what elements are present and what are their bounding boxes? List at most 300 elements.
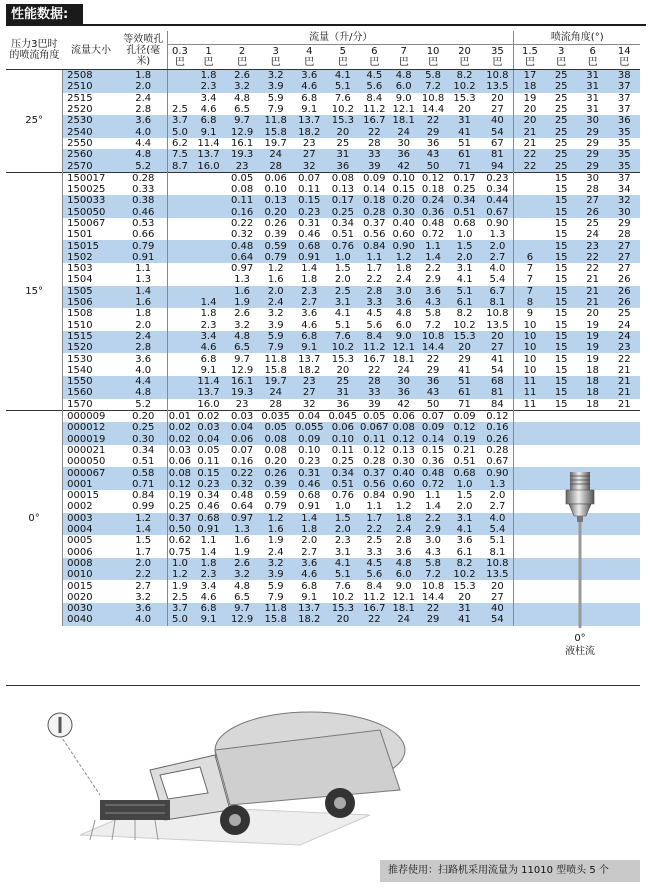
flow-value-cell (168, 274, 192, 285)
orifice-cell: 2.0 (119, 558, 167, 569)
flow-value-cell: 41 (448, 614, 482, 625)
flow-value-cell: 3.6 (301, 308, 318, 320)
flow-value-cell: 6.8 (292, 331, 326, 342)
flow-col-header: 0.3 巴 (168, 45, 192, 70)
angle-value-cell: 26 (608, 297, 640, 308)
flow-value-cell: 3.6 (292, 70, 326, 82)
angle-value-cell (608, 445, 640, 456)
angle-value-cell: 22 (577, 252, 608, 263)
flow-value-cell: 0.68 (192, 513, 226, 524)
flow-value-cell: 1.4 (200, 546, 217, 558)
angle-value-cell (608, 603, 640, 614)
flow-value-cell: 0.34 (331, 218, 354, 229)
flow-value-cell: 0.84 (360, 240, 389, 251)
angle-value-cell (514, 195, 545, 206)
flow-value-cell: 10.2 (448, 81, 482, 92)
flow-value-cell: 10.8 (486, 308, 509, 320)
flow-value-cell: 36 (418, 376, 447, 387)
angle-value-cell: 15 (545, 195, 576, 206)
flow-size-cell: 1501 (67, 229, 93, 241)
angle-value-cell (514, 546, 545, 557)
table-row (6, 229, 640, 240)
angle-value-cell: 21 (608, 376, 640, 387)
flow-value-cell: 0.19 (168, 490, 192, 502)
flow-value-cell: 7.9 (267, 591, 284, 603)
flow-value-cell: 28 (360, 376, 389, 387)
flow-value-cell: 6.8 (192, 115, 226, 126)
flow-value-cell: 18.1 (389, 603, 418, 614)
flow-value-cell: 0.76 (326, 240, 360, 251)
angle-value-cell: 15 (554, 263, 568, 275)
flow-value-cell: 4.6 (301, 319, 318, 331)
flow-size-cell: 0001 (63, 479, 120, 490)
orifice-cell: 1.5 (135, 535, 152, 547)
flow-value-cell: 1.6 (225, 286, 259, 297)
angle-value-cell (608, 479, 640, 490)
flow-value-cell: 0.48 (225, 240, 259, 251)
angle-value-cell: 28 (586, 184, 600, 196)
flow-col-header: 3 巴 (259, 45, 293, 70)
flow-size-cell: 0002 (67, 501, 93, 513)
flow-size-cell: 000012 (63, 422, 120, 433)
flow-value-cell: 16.1 (230, 137, 254, 149)
flow-value-cell: 0.24 (418, 195, 447, 206)
angle-value-cell: 36 (608, 115, 640, 126)
flow-value-cell: 0.37 (363, 218, 386, 229)
col-flow-group: 流量（升/分） (168, 31, 514, 45)
angle-value-cell: 15 (545, 207, 576, 218)
flow-value-cell: 18.2 (292, 614, 326, 625)
flow-value-cell: 0.10 (389, 172, 418, 184)
flow-value-cell: 2.4 (389, 524, 418, 535)
spray-angle-group-label: 25° (6, 70, 63, 173)
flow-value-cell: 0.09 (418, 422, 447, 433)
flow-value-cell: 5.9 (267, 92, 284, 104)
flow-value-cell: 6.5 (234, 104, 251, 116)
flow-value-cell: 1.0 (326, 252, 360, 263)
angle-value-cell (545, 410, 576, 422)
angle-value-cell: 37 (608, 81, 640, 92)
flow-value-cell: 36 (326, 160, 360, 172)
flow-value-cell: 31 (448, 115, 482, 126)
flow-value-cell: 0.34 (486, 184, 509, 196)
flow-value-cell: 0.14 (418, 434, 447, 445)
orifice-cell: 3.2 (135, 591, 152, 603)
flow-value-cell: 0.46 (298, 229, 321, 241)
flow-value-cell: 0.39 (259, 479, 293, 490)
flow-value-cell: 20 (491, 580, 504, 592)
table-row (6, 456, 640, 467)
flow-value-cell: 33 (360, 387, 389, 398)
angle-value-cell (514, 410, 545, 422)
flow-value-cell: 3.7 (168, 115, 192, 126)
flow-value-cell (168, 70, 192, 82)
flow-value-cell: 6.5 (234, 591, 251, 603)
recommendation-note: 推荐使用：扫路机采用流量为 11010 型喷头 5 个 (380, 860, 640, 882)
orifice-cell: 0.53 (132, 218, 155, 229)
flow-value-cell: 19.7 (259, 376, 293, 387)
flow-value-cell: 2.0 (301, 535, 318, 547)
flow-value-cell: 0.13 (259, 195, 293, 206)
flow-value-cell: 22 (418, 603, 447, 614)
flow-value-cell: 22 (367, 364, 381, 376)
flow-value-cell: 6.1 (456, 546, 473, 558)
flow-value-cell: 0.91 (292, 252, 326, 263)
angle-value-cell: 21 (514, 126, 545, 137)
angle-value-cell (608, 501, 640, 512)
flow-value-cell (192, 207, 226, 218)
flow-value-cell: 0.12 (418, 172, 447, 184)
flow-value-cell: 1.2 (389, 252, 418, 263)
flow-col-header: 7 巴 (389, 45, 418, 70)
flow-value-cell: 27 (292, 149, 326, 160)
flow-value-cell (168, 365, 192, 376)
flow-value-cell: 8.4 (366, 92, 383, 104)
flow-value-cell: 1.5 (448, 240, 482, 251)
col-flow-size: 流量大小 (63, 31, 120, 70)
flow-value-cell: 7.6 (326, 331, 360, 342)
flow-value-cell: 16.1 (225, 376, 259, 387)
angle-value-cell: 22 (617, 353, 631, 365)
angle-value-cell (514, 434, 545, 445)
angle-value-cell (514, 172, 545, 184)
flow-size-cell: 1520 (63, 342, 120, 353)
flow-value-cell: 43 (418, 387, 447, 398)
flow-value-cell: 4.3 (425, 546, 442, 558)
flow-value-cell: 0.16 (230, 456, 254, 468)
flow-value-cell: 0.14 (363, 184, 386, 196)
table-row (6, 558, 640, 569)
flow-value-cell: 14.4 (421, 591, 445, 603)
flow-value-cell: 1.0 (168, 558, 192, 569)
flow-value-cell: 9.7 (234, 353, 251, 365)
flow-value-cell: 0.16 (225, 207, 259, 218)
angle-value-cell: 31 (577, 81, 608, 92)
table-row (6, 240, 640, 251)
flow-value-cell (168, 387, 192, 398)
flow-value-cell: 0.91 (298, 501, 321, 513)
flow-value-cell: 22 (360, 126, 389, 137)
flow-value-cell: 9.1 (192, 126, 226, 137)
angle-value-cell: 24 (586, 229, 600, 241)
table-row (6, 365, 640, 376)
flow-value-cell: 12.1 (392, 104, 415, 116)
angle-value-cell (545, 434, 576, 445)
table-row (6, 535, 640, 546)
angle-value-cell: 31 (577, 70, 608, 82)
angle-value-cell: 15 (554, 184, 568, 196)
flow-value-cell: 0.84 (363, 490, 386, 502)
angle-value-cell: 21 (577, 286, 608, 297)
angle-value-cell: 15 (554, 319, 568, 331)
angle-value-cell (608, 513, 640, 524)
flow-value-cell: 15.3 (453, 580, 476, 592)
flow-value-cell: 1.2 (259, 513, 293, 524)
flow-value-cell: 4.8 (389, 70, 418, 82)
flow-value-cell: 1.8 (301, 274, 318, 286)
flow-value-cell: 0.23 (292, 207, 326, 218)
flow-value-cell: 0.15 (421, 444, 445, 456)
flow-value-cell: 36 (336, 398, 350, 410)
table-row (6, 308, 640, 319)
orifice-cell: 3.6 (119, 115, 167, 126)
angle-value-cell (514, 467, 545, 478)
flow-col-header: 4 巴 (292, 45, 326, 70)
flow-value-cell: 4.1 (326, 558, 360, 569)
table-row (6, 70, 640, 82)
flow-value-cell: 14.4 (418, 342, 447, 353)
flow-value-cell: 3.0 (425, 535, 442, 547)
table-row (6, 126, 640, 137)
table-row (6, 467, 640, 478)
angle-value-cell (514, 240, 545, 251)
orifice-cell: 2.2 (119, 569, 167, 580)
flow-value-cell: 1.2 (395, 501, 412, 513)
flow-value-cell: 2.4 (395, 274, 412, 286)
nozzle-caption (540, 632, 620, 658)
angle-value-cell (577, 456, 608, 467)
flow-size-cell: 0040 (63, 614, 120, 625)
flow-value-cell: 0.67 (486, 456, 509, 468)
flow-value-cell (168, 240, 192, 251)
orifice-cell: 5.2 (119, 160, 167, 172)
flow-size-cell: 1540 (67, 364, 93, 376)
flow-value-cell: 2.3 (200, 319, 217, 331)
flow-value-cell: 20 (458, 591, 471, 603)
angle-value-cell: 22 (586, 263, 600, 275)
flow-value-cell: 19.7 (264, 137, 287, 149)
flow-value-cell: 6.8 (301, 580, 318, 592)
orifice-cell: 0.66 (132, 229, 155, 241)
flow-value-cell: 61 (448, 149, 482, 160)
flow-value-cell: 2.9 (425, 274, 442, 286)
flow-value-cell: 5.0 (168, 126, 192, 137)
flow-value-cell: 0.07 (418, 410, 447, 422)
flow-value-cell: 0.045 (326, 410, 360, 422)
flow-value-cell: 2.9 (418, 524, 447, 535)
flow-value-cell: 24 (389, 614, 418, 625)
table-row (6, 115, 640, 126)
flow-value-cell: 0.79 (264, 501, 287, 513)
flow-value-cell: 11.4 (197, 137, 220, 149)
flow-value-cell: 0.64 (225, 252, 259, 263)
flow-value-cell: 11.4 (192, 376, 226, 387)
angle-value-cell: 7 (514, 274, 545, 285)
flow-value-cell: 2.7 (301, 546, 318, 558)
flow-value-cell: 3.9 (259, 81, 293, 92)
flow-value-cell: 0.15 (192, 467, 226, 478)
angle-value-cell: 30 (608, 207, 640, 218)
flow-value-cell: 1.4 (292, 513, 326, 524)
flow-size-cell: 1505 (63, 286, 120, 297)
flow-value-cell: 1.9 (225, 297, 259, 308)
angle-value-cell: 10 (514, 320, 545, 331)
orifice-cell: 4.0 (119, 614, 167, 625)
flow-value-cell: 14.4 (421, 104, 445, 116)
flow-value-cell: 0.51 (453, 456, 476, 468)
flow-value-cell: 10.8 (481, 558, 514, 569)
flow-value-cell: 0.15 (392, 184, 415, 196)
flow-value-cell: 9.1 (301, 104, 318, 116)
flow-value-cell: 39 (360, 160, 389, 172)
orifice-cell: 0.58 (119, 467, 167, 478)
flow-value-cell: 4.8 (234, 580, 251, 592)
flow-value-cell: 0.46 (292, 479, 326, 490)
table-row (6, 286, 640, 297)
angle-value-cell: 25 (545, 115, 576, 126)
angle-value-cell (608, 467, 640, 478)
flow-size-cell: 2540 (63, 126, 120, 137)
flow-value-cell: 31 (326, 387, 360, 398)
flow-value-cell (192, 286, 226, 297)
angle-value-cell (608, 558, 640, 569)
angle-value-cell: 29 (577, 160, 608, 172)
angle-value-cell: 37 (608, 172, 640, 184)
flow-value-cell: 0.97 (230, 263, 254, 275)
flow-value-cell: 15.8 (259, 126, 293, 137)
flow-value-cell: 0.02 (192, 410, 226, 422)
flow-value-cell: 5.1 (489, 535, 506, 547)
angle-value-cell (514, 513, 545, 524)
flow-value-cell: 0.30 (389, 207, 418, 218)
flow-value-cell: 9.1 (192, 614, 226, 625)
angle-value-cell: 29 (586, 137, 600, 149)
flow-value-cell: 1.1 (360, 252, 389, 263)
flow-value-cell: 1.9 (168, 580, 192, 591)
flow-value-cell: 0.08 (168, 467, 192, 479)
flow-value-cell: 0.59 (264, 490, 287, 502)
angle-col-header: 1.5 巴 (514, 45, 545, 70)
flow-value-cell: 0.37 (360, 467, 389, 478)
orifice-cell: 0.91 (119, 252, 167, 263)
angle-value-cell: 18 (577, 376, 608, 387)
flow-value-cell: 0.20 (259, 207, 293, 218)
flow-value-cell: 32 (292, 160, 326, 172)
flow-value-cell: 3.3 (360, 297, 389, 308)
angle-value-cell: 25 (545, 126, 576, 137)
flow-size-cell: 000009 (63, 410, 120, 422)
orifice-cell: 0.30 (119, 434, 167, 445)
flow-value-cell: 0.10 (298, 444, 321, 456)
flow-value-cell: 0.17 (448, 172, 482, 184)
angle-col-header: 14 巴 (608, 45, 640, 70)
flow-size-cell: 0020 (67, 591, 93, 603)
flow-value-cell: 5.8 (418, 70, 447, 82)
flow-value-cell: 16.7 (360, 603, 389, 614)
flow-value-cell: 2.7 (489, 501, 506, 513)
flow-value-cell: 0.13 (392, 444, 415, 456)
flow-value-cell: 28 (367, 137, 381, 149)
angle-value-cell: 31 (586, 104, 600, 116)
flow-value-cell: 1.8 (192, 558, 226, 569)
angle-value-cell: 15 (545, 331, 576, 342)
angle-value-cell (514, 580, 545, 591)
flow-value-cell: 0.59 (259, 240, 293, 251)
flow-value-cell: 0.17 (326, 195, 360, 206)
table-row (6, 353, 640, 364)
flow-value-cell: 1.8 (389, 513, 418, 524)
flow-value-cell: 84 (491, 398, 504, 410)
angle-value-cell: 28 (617, 229, 631, 241)
angle-value-cell (545, 422, 576, 433)
flow-value-cell: 13.5 (481, 81, 514, 92)
flow-value-cell: 0.01 (168, 411, 192, 423)
flow-value-cell: 0.90 (392, 490, 415, 502)
flow-value-cell: 27 (491, 104, 504, 116)
angle-value-cell (514, 614, 545, 625)
flow-value-cell: 33 (360, 149, 389, 160)
angle-value-cell (577, 410, 608, 422)
flow-col-header: 20 巴 (448, 45, 482, 70)
orifice-cell: 0.84 (132, 490, 155, 502)
angle-value-cell: 25 (545, 149, 576, 160)
flow-value-cell: 3.3 (366, 546, 383, 558)
table-row (6, 138, 640, 149)
flow-value-cell: 0.67 (481, 207, 514, 218)
flow-value-cell: 3.0 (389, 286, 418, 297)
flow-value-cell: 31 (326, 149, 360, 160)
angle-value-cell (608, 456, 640, 467)
flow-size-cell: 0005 (67, 535, 93, 547)
flow-value-cell: 3.2 (234, 319, 251, 331)
angle-value-cell (577, 434, 608, 445)
table-row (6, 274, 640, 285)
flow-value-cell: 2.0 (489, 490, 506, 502)
table-row (6, 93, 640, 104)
flow-value-cell: 22 (418, 115, 447, 126)
angle-value-cell (514, 479, 545, 490)
flow-value-cell: 23 (235, 398, 249, 410)
flow-value-cell: 41 (491, 353, 504, 365)
flow-value-cell (168, 207, 192, 218)
flow-value-cell: 0.12 (168, 478, 192, 490)
flow-size-cell: 0008 (63, 558, 120, 569)
flow-value-cell: 5.1 (448, 286, 482, 297)
flow-value-cell: 27 (292, 387, 326, 398)
angle-value-cell: 35 (608, 126, 640, 137)
angle-value-cell: 15 (554, 274, 568, 286)
flow-value-cell: 27 (481, 342, 514, 353)
flow-value-cell: 8.2 (456, 308, 473, 320)
flow-value-cell: 1.5 (456, 490, 473, 502)
flow-value-cell: 5.8 (425, 308, 442, 320)
flow-size-cell: 2550 (67, 137, 93, 149)
angle-value-cell: 26 (577, 207, 608, 218)
flow-value-cell: 1.3 (481, 479, 514, 490)
flow-value-cell: 3.1 (448, 513, 482, 524)
angle-value-cell: 27 (617, 263, 631, 275)
flow-value-cell: 0.26 (481, 434, 514, 445)
flow-value-cell: 0.12 (389, 434, 418, 445)
angle-value-cell: 21 (617, 398, 631, 410)
angle-value-cell: 11 (514, 387, 545, 398)
table-row (6, 172, 640, 184)
flow-size-cell: 000050 (67, 456, 106, 468)
flow-value-cell: 16.0 (192, 160, 226, 172)
orifice-cell: 4.4 (119, 376, 167, 387)
flow-size-cell: 15015 (63, 240, 120, 251)
angle-value-cell (608, 422, 640, 433)
angle-value-cell: 34 (617, 184, 631, 196)
flow-col-header: 1 巴 (192, 45, 226, 70)
flow-value-cell: 0.02 (168, 433, 192, 445)
angle-value-cell (608, 535, 640, 546)
flow-value-cell: 4.6 (292, 81, 326, 92)
angle-value-cell: 24 (617, 319, 631, 331)
flow-value-cell (168, 172, 192, 184)
orifice-cell: 3.6 (135, 353, 152, 365)
flow-value-cell: 0.62 (168, 535, 192, 547)
